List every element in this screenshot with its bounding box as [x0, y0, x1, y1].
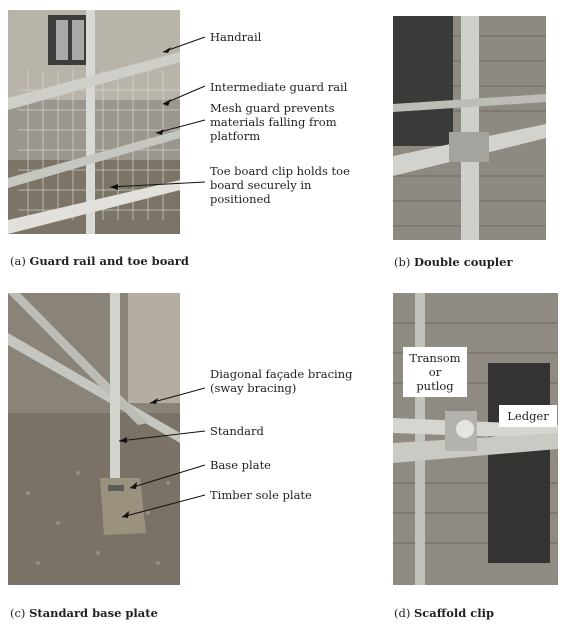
caption-b-title: Double coupler [414, 255, 513, 269]
caption-d-letter: (d) [394, 606, 411, 620]
label-toe-board-clip-line-2: board securely in [210, 178, 312, 192]
label-transom-line-3: putlog [416, 379, 454, 393]
caption-c-letter: (c) [10, 606, 26, 620]
caption-d-title: Scaffold clip [414, 606, 495, 620]
caption-a-letter: (a) [10, 254, 26, 268]
label-mesh-guard-line-2: materials falling from [210, 115, 337, 129]
label-base-plate: Base plate [210, 458, 271, 472]
label-timber-sole-plate: Timber sole plate [210, 488, 312, 502]
label-mesh-guard-line-1: Mesh guard prevents [210, 101, 335, 115]
label-toe-board-clip-line-3: positioned [210, 192, 271, 206]
caption-c-title: Standard base plate [29, 606, 158, 620]
label-intermediate-guard-rail: Intermediate guard rail [210, 80, 348, 94]
label-standard: Standard [210, 424, 264, 438]
label-handrail: Handrail [210, 30, 262, 44]
photo-guard-rail [8, 10, 180, 234]
label-toe-board-clip-line-1: Toe board clip holds toe [210, 164, 350, 178]
label-transom-box [403, 347, 467, 397]
label-transom-line-1: Transom [409, 351, 461, 365]
photo-double-coupler [393, 16, 546, 240]
caption-b-letter: (b) [394, 255, 411, 269]
label-diagonal-bracing-line-2: (sway bracing) [210, 381, 297, 395]
caption-a [10, 254, 189, 268]
label-mesh-guard-line-3: platform [210, 129, 261, 143]
label-diagonal-bracing-line-1: Diagonal façade bracing [210, 367, 353, 381]
photo-base-plate [8, 293, 180, 585]
label-transom-line-2: or [428, 365, 442, 379]
caption-c [10, 606, 158, 620]
caption-d [394, 606, 494, 620]
photo-scaffold-clip [393, 293, 558, 585]
caption-b [394, 255, 513, 269]
label-ledger: Ledger [507, 409, 549, 423]
caption-a-title: Guard rail and toe board [29, 254, 189, 268]
label-ledger-box [499, 405, 557, 427]
